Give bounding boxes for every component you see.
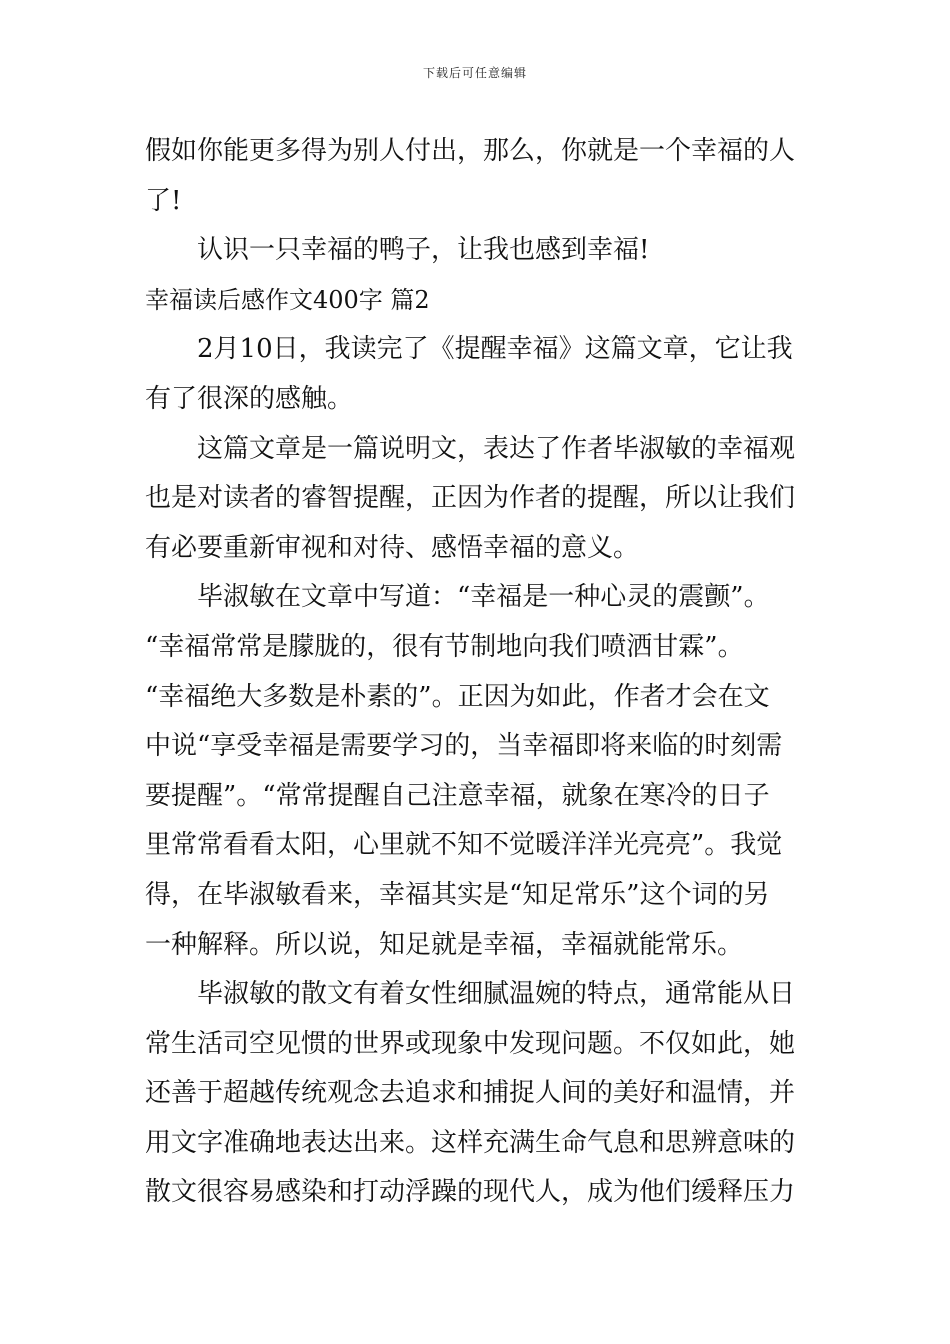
text-line: 一种解释。所以说，知足就是幸福，幸福就能常乐。	[145, 929, 744, 960]
text-line: “幸福绝大多数是朴素的”。正因为如此，作者才会在文	[145, 681, 770, 712]
text-line: 有必要重新审视和对待、感悟幸福的意义。	[145, 532, 640, 563]
text-line: 这篇文章是一篇说明文，表达了作者毕淑敏的幸福观	[197, 433, 796, 464]
text-line: 毕淑敏在文章中写道：“幸福是一种心灵的震颤”。	[197, 582, 770, 613]
page-header: 下载后可任意编辑	[422, 66, 527, 80]
text-line: 用文字准确地表达出来。这样充满生命气息和思辨意味的	[145, 1127, 796, 1158]
text-line: 2月10日，我读完了《提醒幸福》这篇文章，它让我	[197, 334, 793, 365]
text-line: 里常常看看太阳，心里就不知不觉暖洋洋光亮亮”。我觉	[145, 830, 783, 861]
document-body	[145, 127, 810, 1218]
text-line: 散文很容易感染和打动浮躁的现代人，成为他们缓释压力	[145, 1177, 796, 1208]
text-line: 也是对读者的睿智提醒，正因为作者的提醒，所以让我们	[145, 483, 796, 514]
text-line: 认识一只幸福的鸭子，让我也感到幸福!	[197, 235, 650, 266]
text-line: 得，在毕淑敏看来，幸福其实是“知足常乐”这个词的另	[145, 879, 770, 910]
text-line: “幸福常常是朦胧的，很有节制地向我们喷洒甘霖”。	[145, 631, 744, 662]
text-line: 要提醒”。“常常提醒自己注意幸福，就象在寒冷的日子	[145, 780, 770, 811]
text-line: 常生活司空见惯的世界或现象中发现问题。不仅如此，她	[145, 1028, 796, 1059]
text-line: 还善于超越传统观念去追求和捕捉人间的美好和温情，并	[145, 1078, 796, 1109]
section-title: 幸福读后感作文400字 篇2	[145, 285, 430, 314]
text-line: 中说“享受幸福是需要学习的，当幸福即将来临的时刻需	[145, 731, 783, 762]
text-line: 有了很深的感触。	[145, 383, 354, 414]
text-line: 假如你能更多得为别人付出，那么，你就是一个幸福的人	[145, 136, 796, 166]
text-line: 毕淑敏的散文有着女性细腻温婉的特点，通常能从日	[197, 979, 796, 1010]
text-line: 了!	[145, 185, 182, 216]
